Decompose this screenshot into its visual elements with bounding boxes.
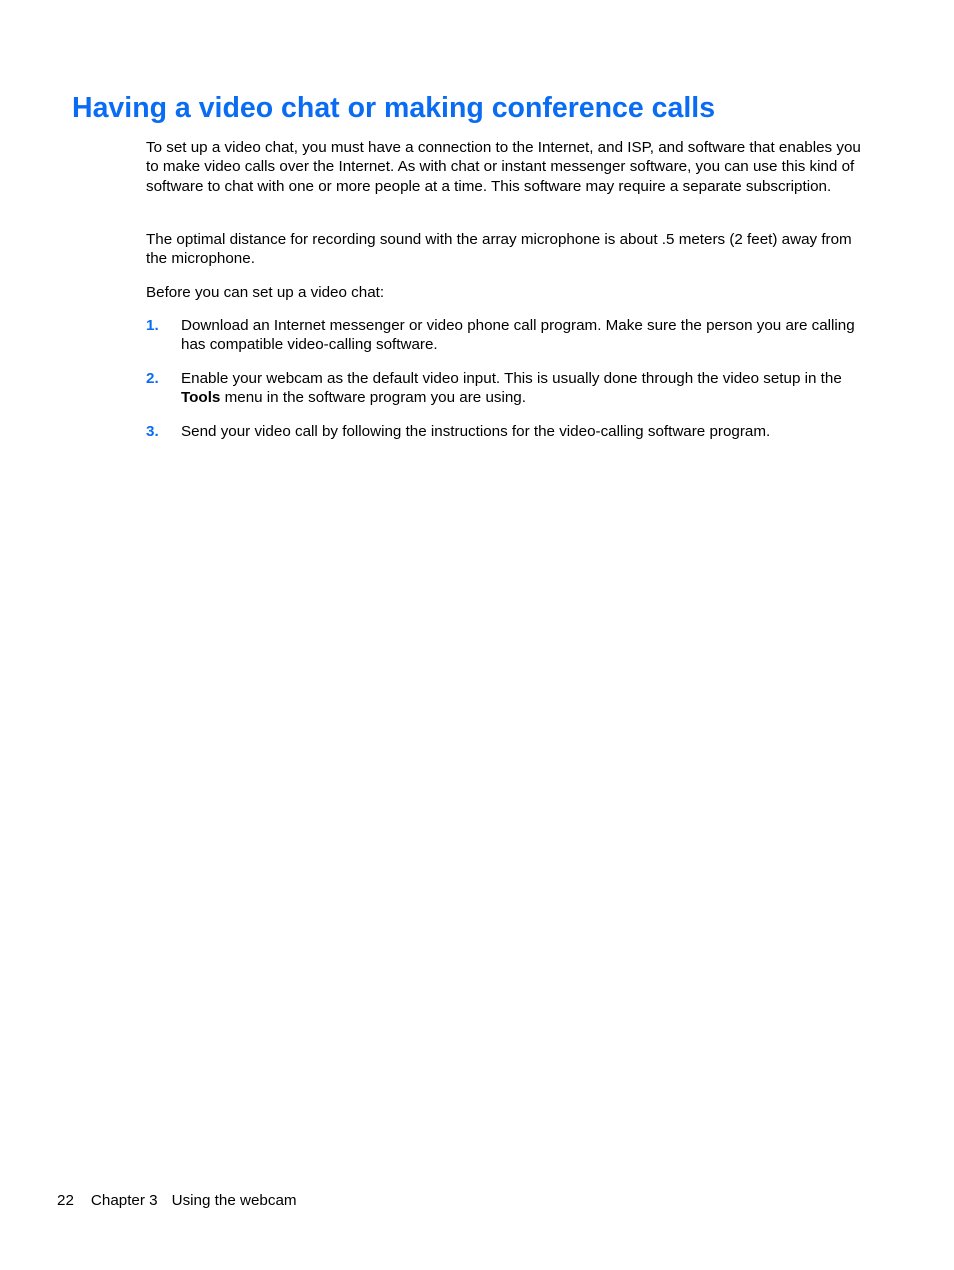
step-text	[181, 369, 862, 408]
intro-paragraph	[146, 138, 862, 196]
step-text-after: menu in the software program you are using.	[220, 389, 526, 407]
page-number: 22	[57, 1192, 74, 1209]
step-text-before: Enable your webcam as the default video input. This is usually done through the video setup in the	[181, 370, 842, 387]
paragraph-text: To set up a video chat, you must have a connection to the Internet, and ISP, and software that enables you to make video calls over the Internet. As with chat or instant messenger software, you can use this kind of software to chat with one or more people at a time. This software may require a separate subscription.	[146, 139, 861, 195]
chapter-title: Using the webcam	[171, 1192, 297, 1209]
step-number: 2.	[146, 370, 159, 387]
page-title: Having a video chat or making conference calls	[72, 92, 716, 124]
steps-intro-paragraph	[146, 283, 862, 302]
paragraph-text: The optimal distance for recording sound with the array microphone is about .5 meters (2 feet) away from the microphone.	[146, 231, 852, 268]
step-number: 3.	[146, 423, 159, 440]
step-text: Download an Internet messenger or video phone call program. Make sure the person you are calling has compatible video-calling software.	[181, 317, 855, 354]
step-text: Send your video call by following the instructions for the video-calling software program.	[181, 423, 771, 440]
chapter-label: Chapter 3	[90, 1192, 158, 1209]
step-number: 1.	[146, 317, 159, 334]
paragraph-text: Before you can set up a video chat:	[146, 284, 385, 301]
microphone-distance-paragraph	[146, 230, 862, 269]
tools-menu-name: Tools	[181, 389, 221, 407]
page-footer	[57, 1191, 297, 1210]
